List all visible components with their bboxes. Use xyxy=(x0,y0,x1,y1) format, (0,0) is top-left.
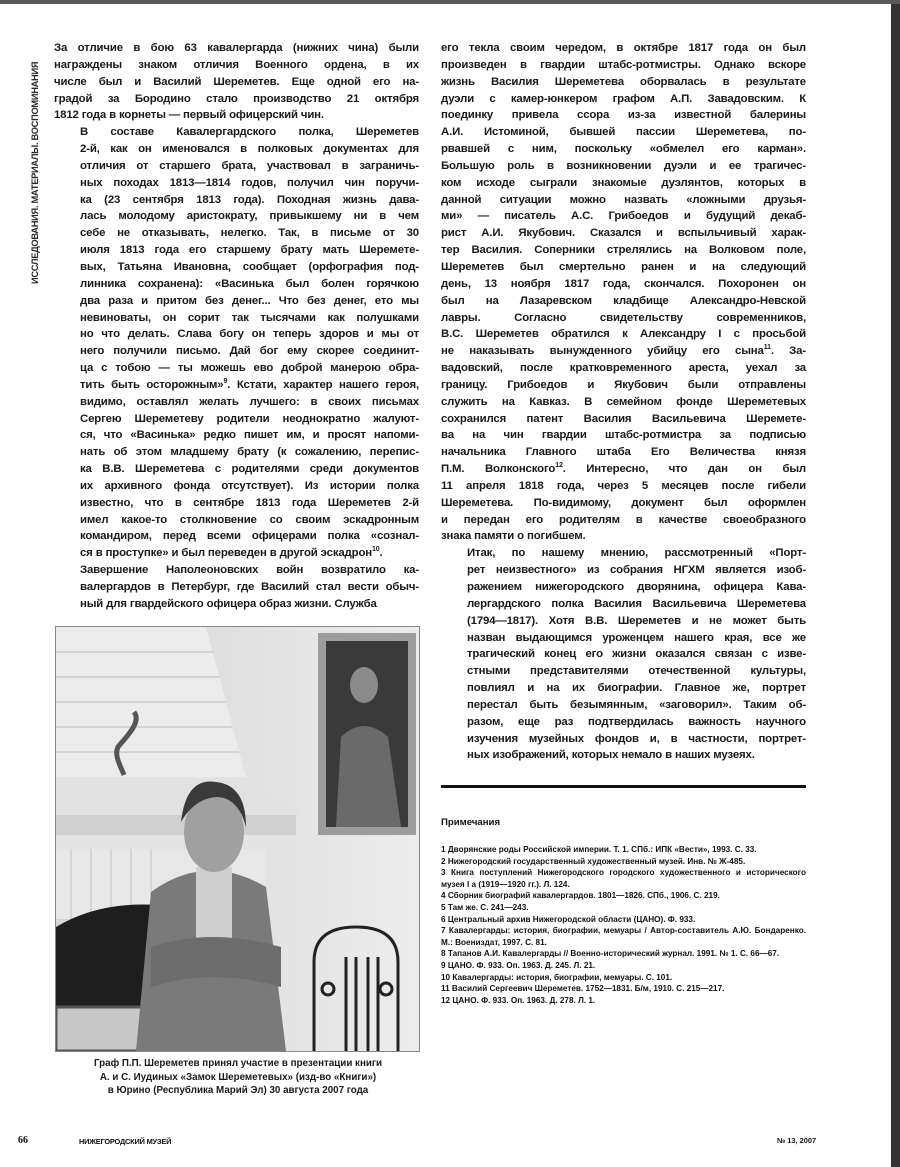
text-line: В составе Кавалергардского полка, Шереметев xyxy=(80,126,419,139)
text-line: служить на Кавказ. В семейном фонде Шереметевых xyxy=(441,395,806,408)
text-line: данной ситуации можно назвать «ложными друзья- xyxy=(441,193,806,206)
note-item: 2 Нижегородский государственный художественный музей. Инв. № Ж-485. xyxy=(441,856,746,866)
text-line: не наказывать вынужденного убийцу его сына$^{11}$. За- xyxy=(441,344,806,358)
text-line: назван выдающимся уроженцем нашего края, все же xyxy=(467,631,806,644)
text-line: вых, Татьяна Ивановна, сообщает (орфография под- xyxy=(80,260,419,273)
text-line: За отличие в бою 63 кавалергарда (нижних чина) были xyxy=(54,42,419,54)
text-line: невиноваты, он сорит так тысячами как полушками xyxy=(80,311,419,324)
note-item: 1 Дворянские роды Российской империи. Т. 1. СПб.: ИПК «Вести», 1993. С. 33. xyxy=(441,845,757,854)
text-line: границу. Грибоедов и Якубович были отправлены xyxy=(441,378,806,391)
text-line: П.М. Волконского$^{12}$. Интересно, что дан он был xyxy=(441,462,806,476)
text-line: их архивного фонда отсутствует). Из истории полка xyxy=(80,479,419,492)
text-line: (1794—1817). Хотя В.В. Шереметев и не может быть xyxy=(467,614,806,627)
text-line: ных походах 1813—1814 годов, получил чин поручи- xyxy=(80,176,419,189)
journal-title: НИЖЕГОРОДСКИЙ МУЗЕЙ xyxy=(79,1137,172,1146)
left-paragraph-3 xyxy=(54,562,419,613)
note-item: 3 Книга поступлений Нижегородского городского художественного и исторического музея I а (1919—1920 гг.). Л. 124. xyxy=(441,868,806,889)
text-line: 1812 года в корнеты — первый офицерский чин. xyxy=(54,109,324,122)
text-line: лась молодому аристократу, привыкшему ни в чем xyxy=(80,210,419,223)
text-line: Завершение Наполеоновских войн возвратило ка- xyxy=(80,564,419,577)
note-item: 6 Центральный архив Нижегородской области (ЦАНО). Ф. 933. xyxy=(441,914,696,924)
text-line: июля 1813 года его старшему брату мать Шереметe- xyxy=(80,244,419,257)
text-line: произведен в гвардии штабс-ротмистры. Однако вскоре xyxy=(441,58,806,71)
text-line: рист А.И. Якубович. Сказался и вспыльчивый харак- xyxy=(441,227,806,240)
text-line: Шереметева. По-видимому, документ был оформлен xyxy=(441,496,806,509)
text-line: видимо, оставлял желать лучшего: в своих письмах xyxy=(80,395,419,408)
text-line: ка В.В. Шереметева с родителями среди документов xyxy=(80,463,419,476)
footnote-ref: 12 xyxy=(555,462,563,470)
note-item: 5 Там же. С. 241—243. xyxy=(441,902,529,912)
text-line: лергардского полка Василия Васильевича Шереметева xyxy=(467,597,806,610)
text-line: поединку привела ссора из-за известной балерины xyxy=(441,109,806,122)
photo xyxy=(55,626,420,1052)
text-line: награждены знаком отличия Военного ордена, в их xyxy=(54,58,419,71)
notes-list xyxy=(441,844,806,1006)
text-line: день, 13 ноября 1817 года, скончался. Похоронен он xyxy=(441,277,806,290)
left-paragraph-2 xyxy=(54,124,419,562)
text-line: но что делать. Слава богу он теперь здоров и мы от xyxy=(80,328,419,341)
spine-label-text: ИССЛЕДОВАНИЯ. МАТЕРИАЛЫ. ВОСПОМИНАНИЯ xyxy=(30,61,40,284)
left-column xyxy=(54,40,419,613)
left-paragraph-1 xyxy=(54,40,419,124)
text-line: ца с тобою — ты можешь ево доброй манерою обра- xyxy=(80,362,419,375)
text-line: сохранился патент Василия Васильевича Шереметe- xyxy=(441,412,806,425)
caption-line: в Юрино (Республика Марий Эл) 30 августа 2007 года xyxy=(107,1085,369,1097)
page-number: 66 xyxy=(18,1135,28,1146)
text-line: Итак, по нашему мнению, рассмотренный «Порт- xyxy=(467,547,806,560)
text-line: дуэли с камер-юнкером графом А.П. Завадовским. К xyxy=(441,92,806,105)
text-line: тить быть осторожным»$^9$. Кстати, характер нашего героя, xyxy=(80,378,419,391)
text-line: тер Василия. Соперники стрелялись на Волковом поле, xyxy=(441,244,806,257)
text-line: рет неизвестного» из собрания НГХМ является изоб- xyxy=(467,564,806,577)
text-line: вадовский, после кратковременного ареста, уехал за xyxy=(441,362,806,375)
text-line: ражением нижегородского дворянина, офицера Кава- xyxy=(467,581,806,593)
text-line: ка (23 сентября 1813 года). Походная жизнь дава- xyxy=(80,193,419,206)
note-item: 8 Тапанов А.И. Кавалергарды // Военно-исторический журнал. 1991. № 1. С. 66—67. xyxy=(441,949,780,959)
text-line: разом, еще раз подтвердилась важность научного xyxy=(467,715,806,728)
text-line: ных изображений, которых немало в наших музеях. xyxy=(467,749,755,762)
issue-number: № 13, 2007 xyxy=(777,1136,817,1145)
text-line: 11 апреля 1818 года, через 5 месяцев после гибели xyxy=(441,479,806,492)
text-line: его текла своим чередом, в октябре 1817 года он был xyxy=(441,42,806,54)
text-line: командиром, перед всеми офицерами полка «сознал- xyxy=(80,530,419,543)
text-line: градой за Бородино стало производство 21 октября xyxy=(54,92,419,105)
text-line: трагический конец его жизни оказался связан с изве- xyxy=(467,648,806,661)
text-line: рвавшей с ним, поскольку «обмелел его карман». xyxy=(441,143,806,156)
text-line: и передан его родителям в качестве своеобразного xyxy=(441,513,806,526)
text-line: линника сохранена): «Васинька был болен горячкою xyxy=(80,277,419,290)
text-line: ный для гвардейского офицера образ жизни. Служба xyxy=(80,597,377,610)
notes-title: Примечания xyxy=(441,817,501,828)
text-line: ми» — писатель А.С. Грибоедов и будущий декаб- xyxy=(441,210,806,223)
text-line: лавры. Согласно свидетельству современников, xyxy=(441,311,806,324)
note-item: 4 Сборник биографий кавалергардов. 1801—1826. СПб., 1906. С. 219. xyxy=(441,891,720,901)
text-line: ся в проступке» и был переведен в другой эскадрон$^{10}$. xyxy=(80,546,383,560)
text-line: ком исходе сыграли знакомые дуэлянтов, которых в xyxy=(441,176,806,189)
text-line: перестал быть безымянным, «заговорил». Таким об- xyxy=(467,698,806,711)
text-line: валергардов в Петербург, где Василий стал вести обыч- xyxy=(80,581,419,593)
text-line: начальника Главного штаба Его Величества князя xyxy=(441,446,806,459)
footnote-ref: 11 xyxy=(763,344,771,352)
text-line: В.С. Шереметев обратился к Александру I с просьбой xyxy=(441,328,806,341)
text-line: известно, что в сентябре 1813 года Шереметев 2-й xyxy=(80,496,419,509)
caption-line: А. и С. Иудиных «Замок Шереметевых» (изд-во «Книги») xyxy=(99,1071,377,1083)
text-line: ся, что «Васинька» редко пишет им, и просят напоми- xyxy=(80,429,419,442)
spine-section-label xyxy=(29,44,43,284)
right-paragraph-1 xyxy=(441,40,806,545)
text-line: себе не отказывать, нелегко. Так, в письме от 30 xyxy=(80,227,419,240)
note-item: 10 Кавалергарды: история, биографии, мемуары. С. 101. xyxy=(441,972,673,982)
right-column xyxy=(441,40,806,764)
text-line: числе был и Василий Шереметев. Еще одной его на- xyxy=(54,75,419,88)
note-item: 12 ЦАНО. Ф. 933. Оп. 1963. Д. 278. Л. 1. xyxy=(441,995,596,1005)
text-line: него получили письмо. Дай бог ему скорее соединит- xyxy=(80,345,419,358)
text-line: нать об этом младшему брату (к сожалению, перепис- xyxy=(80,446,419,459)
footnote-ref: 9 xyxy=(223,378,228,386)
note-item: 7 Кавалергарды: история, биографии, мемуары / Автор-составитель А.Ю. Бондаренко. М.: Воениздат, 1997. С. 81. xyxy=(441,926,806,947)
note-item: 9 ЦАНО. Ф. 933. Оп. 1963. Д. 245. Л. 21. xyxy=(441,960,596,970)
text-line: жизнь Василия Шереметева оборвалась в результате xyxy=(441,75,806,88)
text-line: Сергею Шереметеву родители неоднократно жалуют- xyxy=(80,412,419,425)
right-paragraph-2 xyxy=(441,545,806,764)
text-line: 2-й, как он именовался в полковых документах для xyxy=(80,143,419,156)
text-line: имел какое-то столкновение со своим эскадронным xyxy=(80,513,419,526)
photo-caption xyxy=(48,1057,428,1098)
text-line: два раза и притом без денег... Что без денег, ето мы xyxy=(80,294,419,307)
text-line: отличия от старшего брата, участвовал в заграничь- xyxy=(80,159,419,172)
footnote-ref: 10 xyxy=(372,546,380,554)
text-line: знака памяти о погибшем. xyxy=(441,530,586,543)
text-line: стными представителями отечественной культуры, xyxy=(467,665,806,678)
section-divider xyxy=(441,785,806,788)
text-line: изучения музейных фондов и, в частности, портрет- xyxy=(467,732,806,745)
document-page xyxy=(0,4,891,1167)
text-line: А.И. Истоминой, бывшей пассии Шереметева, по- xyxy=(441,126,806,139)
text-line: Шереметев был смертельно ранен и на следующий xyxy=(441,260,806,273)
caption-line: Граф П.П. Шереметев принял участие в презентации книги xyxy=(93,1058,383,1069)
photo-illustration xyxy=(56,627,419,1051)
text-line: Большую роль в возникновении дуэли и ее трагичес- xyxy=(441,159,806,172)
note-item: 11 Василий Сергеевич Шереметев. 1752—1831. Б/м, 1910. С. 215—217. xyxy=(441,984,725,994)
text-line: повлиял и на их биографии. Главное же, портрет xyxy=(467,682,806,695)
text-line: ва на чин гвардии штабс-ротмистра за подписью xyxy=(441,429,806,442)
text-line: был на Лазаревском кладбище Александро-Невской xyxy=(441,294,806,307)
